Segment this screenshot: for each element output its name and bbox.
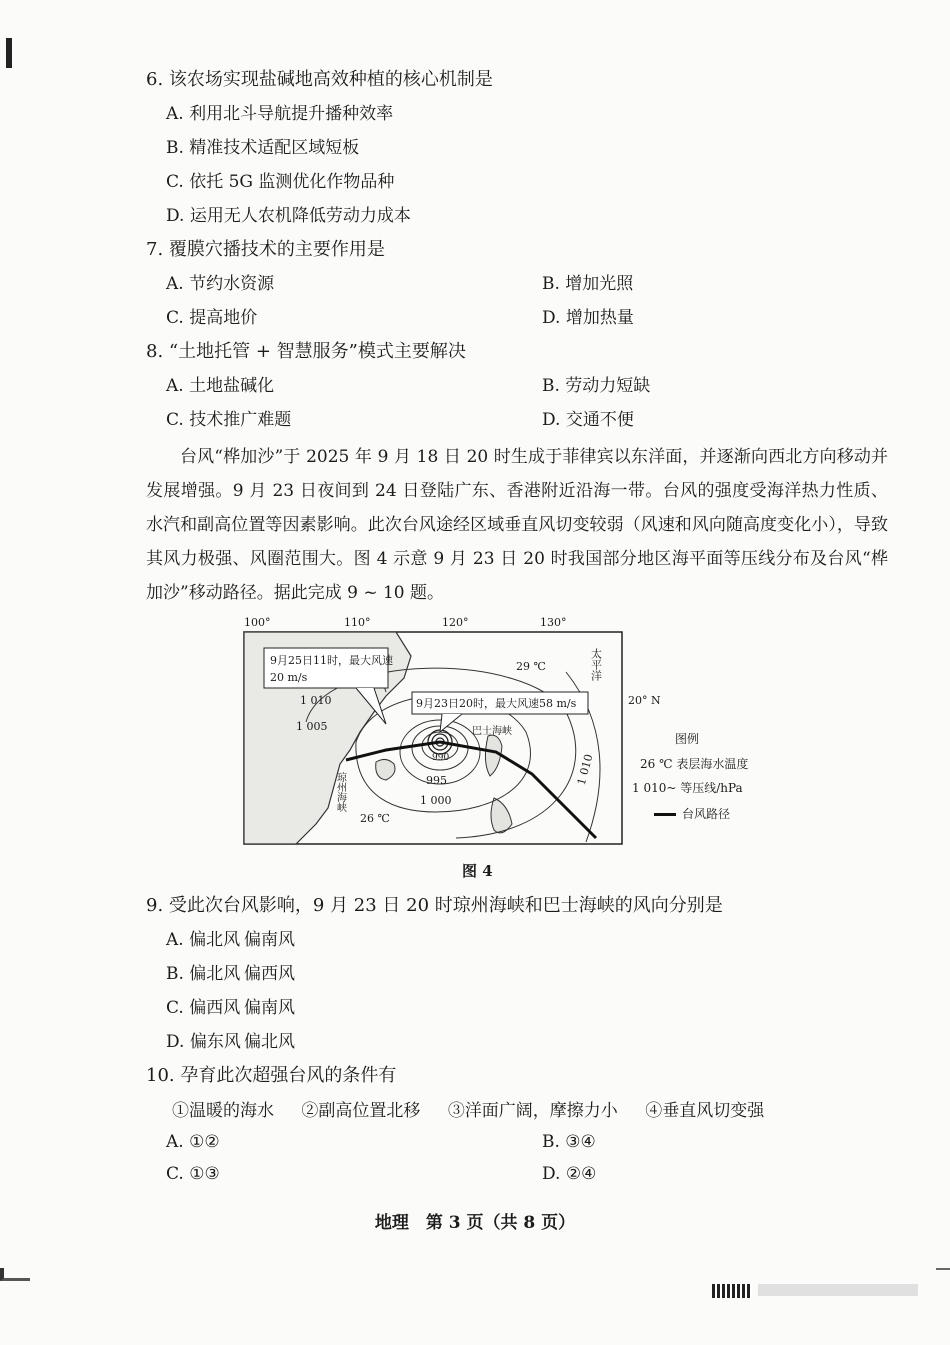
callout-pointer-2 bbox=[440, 714, 462, 732]
isobar-label-1005: 1 005 bbox=[296, 720, 328, 733]
q10-condition-2: ②副高位置北移 bbox=[301, 1101, 421, 1121]
q10-conditions bbox=[172, 1096, 786, 1121]
q10-stem: 10. 孕育此次超强台风的条件有 bbox=[146, 1065, 397, 1086]
q7-stem: 7. 覆膜穴播技术的主要作用是 bbox=[146, 239, 385, 260]
luzon-island bbox=[491, 798, 512, 833]
q10-option-a[interactable]: A. ①② bbox=[166, 1132, 220, 1152]
q9-stem: 9. 受此次台风影响，9 月 23 日 20 时琼州海峡和巴士海峡的风向分别是 bbox=[146, 895, 723, 916]
q8-stem: 8. “土地托管 + 智慧服务”模式主要解决 bbox=[146, 341, 466, 362]
q9-b-first: B. 偏北风 bbox=[166, 964, 241, 984]
q9-d-first: D. 偏东风 bbox=[166, 1032, 241, 1052]
q6-option-c[interactable]: C. 依托 5G 监测优化作物品种 bbox=[166, 172, 395, 192]
lon-label-100: 100° bbox=[244, 616, 271, 629]
q6-option-d[interactable]: D. 运用无人农机降低劳动力成本 bbox=[166, 206, 411, 226]
q9-a-second: 偏南风 bbox=[244, 930, 295, 950]
typhoon-map bbox=[236, 612, 706, 848]
q7-option-b[interactable]: B. 增加光照 bbox=[542, 274, 634, 294]
q9-d-second: 偏北风 bbox=[244, 1032, 295, 1052]
isobar-label-1010: 1 010 bbox=[300, 694, 332, 707]
q9-b-second: 偏西风 bbox=[244, 964, 295, 984]
callout-2-text: 9月23日20时，最大风速58 m/s bbox=[416, 697, 577, 710]
q7-option-d[interactable]: D. 增加热量 bbox=[542, 308, 634, 328]
lon-label-110: 110° bbox=[344, 616, 371, 629]
hainan-island bbox=[376, 759, 395, 780]
q6-option-b[interactable]: B. 精准技术适配区域短板 bbox=[166, 138, 360, 158]
q10-option-c[interactable]: C. ①③ bbox=[166, 1164, 220, 1184]
lat-label-20n: 20° N bbox=[628, 694, 661, 707]
legend-title: 图例 bbox=[675, 732, 700, 746]
scan-edge-mark bbox=[936, 1268, 950, 1270]
isobar-label-1000: 1 000 bbox=[420, 794, 452, 807]
scan-edge-mark bbox=[0, 1268, 30, 1281]
q8-option-d[interactable]: D. 交通不便 bbox=[542, 410, 634, 430]
sst-26: 26 ℃ bbox=[360, 812, 390, 825]
q9-a-first: A. 偏北风 bbox=[166, 930, 241, 950]
callout-1-text: 9月25日11时，最大风速 bbox=[270, 654, 393, 667]
q7-option-c[interactable]: C. 提高地价 bbox=[166, 308, 258, 328]
qr-code-icon bbox=[712, 1284, 752, 1298]
q9-option-d[interactable] bbox=[166, 1030, 295, 1054]
legend-path-label: 台风路径 bbox=[682, 807, 731, 821]
q10-condition-4: ④垂直风切变强 bbox=[645, 1101, 765, 1121]
q9-c-first: C. 偏西风 bbox=[166, 998, 241, 1018]
q8-option-a[interactable]: A. 土地盐碱化 bbox=[166, 376, 275, 396]
q10-option-d[interactable]: D. ②④ bbox=[542, 1164, 597, 1184]
strait-qiongzhou: 琼州海峡 bbox=[334, 772, 346, 812]
q10-condition-3: ③洋面广阔，摩擦力小 bbox=[447, 1101, 618, 1121]
isobar-label-990: 990 bbox=[432, 753, 450, 763]
q8-option-c[interactable]: C. 技术推广难题 bbox=[166, 410, 292, 430]
q7-option-a[interactable]: A. 节约水资源 bbox=[166, 274, 275, 294]
q9-option-b[interactable] bbox=[166, 962, 295, 986]
legend-isobar: 1 010~ 等压线/hPa bbox=[632, 781, 743, 795]
scan-edge-mark bbox=[6, 38, 12, 68]
lon-label-130: 130° bbox=[540, 616, 567, 629]
q6-stem: 6. 该农场实现盐碱地高效种植的核心机制是 bbox=[146, 69, 493, 90]
q9-c-second: 偏南风 bbox=[244, 998, 295, 1018]
strait-bashi: 巴士海峡 bbox=[472, 726, 512, 737]
callout-1-speed: 20 m/s bbox=[270, 671, 308, 684]
passage bbox=[146, 440, 888, 610]
sst-29: 29 ℃ bbox=[516, 660, 546, 673]
q10-condition-1: ①温暖的海水 bbox=[172, 1101, 274, 1121]
legend-path bbox=[654, 802, 730, 826]
watermark-strip bbox=[758, 1284, 918, 1296]
pacific-label: 太平洋 bbox=[589, 648, 603, 681]
legend-path-swatch bbox=[654, 813, 676, 816]
lon-label-120: 120° bbox=[442, 616, 469, 629]
passage-text: 台风“桦加沙”于 2025 年 9 月 18 日 20 时生成于菲律宾以东洋面，并逐渐向西北方向移动并发展增强。9 月 23 日夜间到 24 日登陆广东、香港附近沿海一带。台风的强度受海洋热力性质、水汽和副高位置等因素影响。此次台风途经区域垂直风切变较弱（风速和风向随高度变化小），导致其风力极强、风圈范围大。图 4 示意 9 月 23 日 20 时我国部分地区海平面等压线分布及台风“桦加沙”移动路径。据此完成 9 ~ 10 题。 bbox=[146, 447, 888, 603]
isobar-label-995: 995 bbox=[426, 774, 447, 787]
page-footer: 地理 第 3 页（共 8 页） bbox=[374, 1213, 576, 1233]
q9-option-c[interactable] bbox=[166, 996, 295, 1020]
q8-option-b[interactable]: B. 劳动力短缺 bbox=[542, 376, 651, 396]
legend-sst: 26 ℃ 表层海水温度 bbox=[640, 757, 749, 771]
q6-option-a[interactable]: A. 利用北斗导航提升播种效率 bbox=[166, 104, 394, 124]
q10-option-b[interactable]: B. ③④ bbox=[542, 1132, 596, 1152]
q9-option-a[interactable] bbox=[166, 928, 295, 952]
figure-caption: 图 4 bbox=[462, 862, 493, 880]
isobar-label-1010-right: 1 010 bbox=[574, 752, 596, 787]
